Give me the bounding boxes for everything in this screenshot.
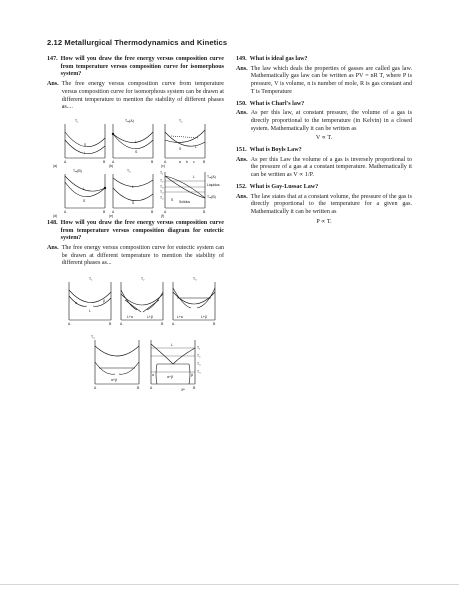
- solidus-label: Solidus: [179, 199, 191, 204]
- phase-label: L: [132, 184, 134, 189]
- panel-title: Tₘ(B): [73, 168, 82, 173]
- end-label: A: [164, 159, 167, 164]
- panel-tag: (f): [161, 213, 165, 218]
- answer-text: The free energy versus composition curve for eutectic system can be drawn at different temperature to mention the stability of different phases as...: [61, 245, 224, 267]
- end-label: B: [103, 159, 106, 164]
- page-bottom-divider: [0, 584, 459, 585]
- phase-label: S: [83, 198, 86, 203]
- comp-label: a: [179, 159, 181, 164]
- panel-tag: (b): [109, 163, 114, 168]
- answer-148: [47, 245, 224, 268]
- end-label: A: [120, 322, 123, 327]
- question-text: What is ideal gas law?: [249, 56, 308, 62]
- question-text: What is Boyls Law?: [249, 147, 302, 154]
- question-number: 152.: [236, 183, 247, 190]
- end-label: A: [94, 386, 97, 391]
- phase-label: L: [193, 174, 195, 179]
- answer-147: [47, 81, 224, 112]
- panel-tag: (c): [161, 163, 165, 168]
- end-label: B: [203, 209, 206, 214]
- answer-text: The law states that at a constant volume, the pressure of the gas is directly proportional to the temperature for a given gas. Mathematically it can be written as: [250, 193, 412, 215]
- end-label: A: [112, 159, 115, 164]
- panel-title: T₁: [75, 118, 79, 123]
- charles-law-formula: V ∝ T.: [315, 135, 333, 142]
- answer-text: As per this Law the volume of a gas is inversely proportional to the pressure of a gas at a constant temperature. Mathematically it can be written as V ∝ 1/P.: [250, 156, 412, 179]
- panel-d: [53, 169, 106, 218]
- panel-a: [53, 119, 106, 168]
- phase-label: S: [179, 146, 182, 151]
- phase-label: S: [132, 200, 135, 205]
- end-label: B: [103, 209, 106, 214]
- panel-title: T₃: [127, 168, 131, 173]
- panel-t1: [68, 277, 112, 326]
- end-label: B: [109, 322, 112, 327]
- panel-b: [109, 119, 154, 168]
- phase-label: α: [75, 301, 77, 306]
- phase-label: β: [191, 373, 193, 378]
- region-label: L+β: [201, 315, 207, 320]
- end-label: A: [172, 322, 175, 327]
- eutectic-free-energy-figure: [47, 272, 224, 408]
- melting-point-a: Tₘ(A): [207, 174, 216, 179]
- question-number: 149.: [236, 56, 247, 62]
- eutectic-phase-diagram: [150, 340, 201, 392]
- phase-label: β: [103, 299, 105, 304]
- answer-151: [236, 157, 412, 180]
- end-label: A: [112, 209, 115, 214]
- temp-label: T₃: [160, 184, 164, 189]
- end-label: A: [68, 322, 71, 327]
- question-text: How will you draw the free energy versus composition curve from temperature versus composition curve for isomorphous system?: [60, 56, 224, 78]
- answer-label: Ans.: [236, 193, 248, 200]
- end-label: A: [64, 159, 67, 164]
- phase-label: L: [83, 186, 85, 191]
- panel-title: T₄: [91, 335, 95, 340]
- axis-label: Xᴮ: [181, 388, 185, 393]
- phase-label: S: [135, 149, 138, 154]
- phase-label: α: [152, 373, 154, 378]
- question-151: [236, 147, 412, 155]
- phase-label: S: [171, 197, 174, 202]
- question-149: [236, 56, 412, 64]
- end-label: B: [161, 322, 164, 327]
- phase-label: L: [171, 343, 173, 348]
- end-label: B: [203, 159, 206, 164]
- temp-label: T₅: [160, 195, 164, 200]
- answer-label: Ans.: [236, 110, 248, 117]
- end-label: A: [164, 209, 167, 214]
- answer-text: The free energy versus composition curve from temperature versus composition curve for isomorphous system can be drawn at different temperature to mention the stability of different phases as....: [61, 81, 224, 111]
- temp-label: T₁: [160, 170, 164, 175]
- answer-label: Ans.: [236, 156, 248, 163]
- end-label: B: [213, 322, 216, 327]
- end-label: A: [64, 209, 67, 214]
- answer-150: [236, 110, 412, 133]
- panel-t3: [172, 277, 216, 326]
- temp-label: T₃: [197, 362, 201, 367]
- temp-label: T₁: [197, 346, 201, 351]
- answer-label: Ans.: [47, 245, 59, 252]
- end-label: B: [193, 386, 196, 391]
- question-text: How will you draw the free energy versus composition curve from temperature versus composition diagram for eutectic system?: [60, 219, 224, 242]
- question-150: [236, 101, 412, 109]
- answer-label: Ans.: [236, 65, 248, 72]
- answer-label: Ans.: [47, 81, 59, 88]
- left-column: [47, 56, 224, 408]
- phase-label: L: [135, 139, 137, 144]
- panel-title: T₃: [193, 277, 197, 282]
- question-number: 150.: [236, 100, 247, 107]
- isomorphous-free-energy-figure: [47, 116, 224, 218]
- phase-label: S: [84, 142, 87, 147]
- answer-text: The law which deals the properties of gasses are called gas law. Mathematically gas law can be written as PV = nR T, where P is pressure, V is volume, n is number of mole, R is gas constant and T is Temperature: [250, 65, 412, 95]
- region-label: L+α: [127, 315, 133, 320]
- panel-tag: (a): [53, 163, 58, 168]
- question-number: 148.: [47, 219, 58, 226]
- region-label: α+β: [111, 378, 117, 383]
- phase-label: L: [195, 144, 197, 149]
- end-label: B: [151, 209, 154, 214]
- panel-title: Tₘ(A): [125, 118, 134, 123]
- gay-lussac-formula: P ∝ T.: [316, 218, 332, 225]
- right-column: [236, 56, 412, 230]
- panel-title: T₁: [89, 277, 93, 282]
- phase-label: L: [84, 150, 86, 155]
- panel-c: [161, 119, 206, 168]
- question-text: What is Gay-Lussac Law?: [249, 183, 319, 190]
- melting-point-b: Tₘ(B): [207, 194, 216, 199]
- phase-label: L: [89, 309, 91, 314]
- temp-label: T₄: [160, 189, 164, 194]
- panel-tag: (d): [53, 213, 58, 218]
- panel-t4: [91, 335, 140, 390]
- question-152: [236, 184, 412, 192]
- question-text: What is Charl's law?: [249, 100, 305, 107]
- page-header: 2.12 Metallurgical Thermodynamics and Kinetics: [47, 38, 228, 47]
- question-148: [47, 220, 224, 243]
- region-label: L+β: [147, 315, 153, 320]
- temp-label: T₂: [160, 178, 164, 183]
- question-number: 151.: [236, 147, 247, 154]
- question-number: 147.: [47, 56, 58, 62]
- liquidus-label: Liquidus: [207, 182, 220, 187]
- end-label: B: [137, 386, 140, 391]
- panel-tag: (e): [109, 213, 114, 218]
- panel-t2: [120, 277, 164, 326]
- comp-label: b: [186, 159, 188, 164]
- answer-text: As per this law, at constant pressure, the volume of a gas is directly proportional to the temperature (in Kelvin) in a closed system. Mathematically it can be written as: [250, 110, 412, 132]
- answer-149: [236, 66, 412, 97]
- comp-label: c: [193, 159, 195, 164]
- panel-title: T₂: [141, 277, 145, 282]
- end-label: B: [151, 159, 154, 164]
- panel-e: [109, 169, 154, 218]
- answer-152: [236, 194, 412, 217]
- end-label: A: [150, 386, 153, 391]
- temp-label: T₄: [197, 370, 201, 375]
- temp-label: T₂: [197, 354, 201, 359]
- region-label: L+α: [177, 315, 183, 320]
- panel-f-phase-diagram: [160, 171, 220, 218]
- question-147: [47, 56, 224, 79]
- region-label: α+β: [167, 375, 173, 380]
- panel-title: T₂: [179, 118, 183, 123]
